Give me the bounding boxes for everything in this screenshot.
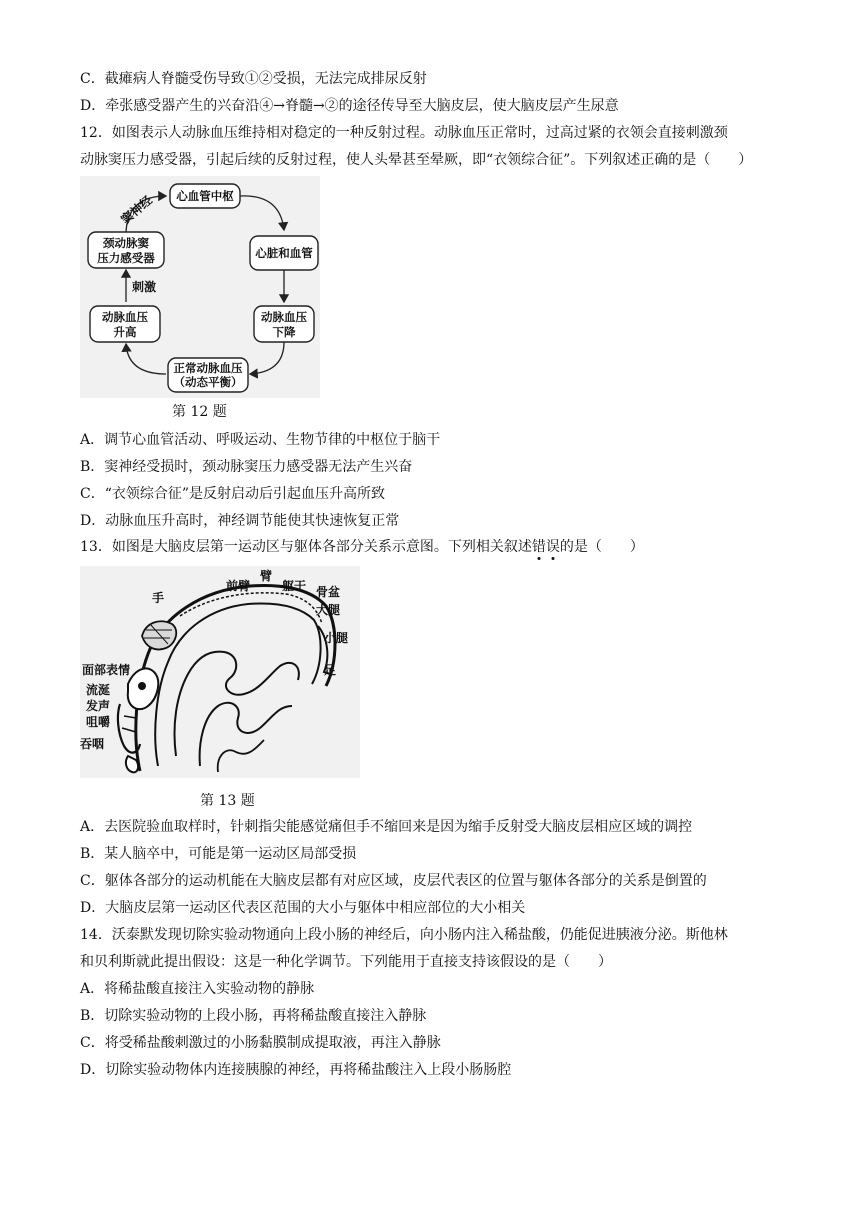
node-cardiovascular-center [170,184,240,208]
label-calf: 小腿 [324,631,349,645]
svg-text:下降: 下降 [272,325,296,339]
q14-stem-line-2: 和贝利斯就此提出假设：这是一种化学调节。下列能用于直接支持该假设的是（ ） [80,954,612,970]
svg-text:升高: 升高 [113,325,137,339]
q12-figure-caption: 第 12 题 [172,404,227,420]
q13-figure-caption: 第 13 题 [200,793,255,809]
q12-reflex-diagram [80,176,320,398]
svg-text:压力感受器: 压力感受器 [97,251,155,265]
svg-text:心脏和血管: 心脏和血管 [255,246,313,260]
q14-stem-line-1: 14．沃泰默发现切除实验动物通向上段小肠的神经后，向小肠内注入稀盐酸，仍能促进胰液分泌。斯他林 [80,927,728,943]
q13-motor-cortex-diagram [80,566,360,778]
label-forearm: 前臂 [226,579,251,593]
q12-option-a: A．调节心血管活动、呼吸运动、生物节律的中枢位于脑干 [80,432,441,448]
label-trunk: 躯干 [282,579,307,593]
q14-option-d: D．切除实验动物体内连接胰腺的神经，再将稀盐酸注入上段小肠肠腔 [80,1062,512,1078]
svg-text:颈动脉窦: 颈动脉窦 [103,236,149,250]
label-vocalization: 发声 [86,699,111,713]
q12-option-b: B．窦神经受损时，颈动脉窦压力感受器无法产生兴奋 [80,459,413,475]
node-carotid-sinus-receptor [88,232,164,268]
node-normal-blood-pressure [168,358,248,392]
q12-option-d: D．动脉血压升高时，神经调节能使其快速恢复正常 [80,513,400,529]
q12-stem-line-2: 动脉窦压力感受器，引起后续的反射过程，使人头晕甚至晕厥，即“衣领综合征”。下列叙述正确的是（ ） [80,152,753,168]
label-hand: 手 [152,591,165,605]
label-foot: 足 [324,663,337,677]
label-swallowing: 吞咽 [80,737,105,751]
svg-text:动脉血压: 动脉血压 [102,310,148,324]
q13-option-d: D．大脑皮层第一运动区代表区范围的大小与躯体中相应部位的大小相关 [80,900,526,916]
q11-option-c: C．截瘫病人脊髓受伤导致①②受损，无法完成排尿反射 [80,71,427,87]
node-blood-pressure-drop [254,306,314,342]
label-sinus-nerve: 窦神经 [118,192,155,227]
label-drooling: 流涎 [86,683,111,697]
q11-option-d: D．牵张感受器产生的兴奋沿④→脊髓→②的途径传导至大脑皮层，使大脑皮层产生尿意 [80,98,619,114]
q13-emphasis-char-1: 错 [532,539,546,555]
svg-text:动脉血压: 动脉血压 [261,310,307,324]
q13-option-b: B．某人脑卒中，可能是第一运动区局部受损 [80,846,357,862]
q14-option-b: B．切除实验动物的上段小肠，再将稀盐酸直接注入静脉 [80,1008,427,1024]
label-chewing: 咀嚼 [86,715,111,729]
q13-stem-after: 的是（ ） [559,539,644,555]
q12-stem-line-1: 12．如图表示人动脉血压维持相对稳定的一种反射过程。动脉血压正常时，过高过紧的衣领会直接刺激颈 [80,125,728,141]
label-arm: 臂 [260,569,273,583]
label-facial-expression: 面部表情 [82,663,131,677]
svg-text:（动态平衡）: （动态平衡） [173,375,243,389]
q13-emphasis-char-2: 误 [546,539,560,555]
q14-option-c: C．将受稀盐酸刺激过的小肠黏膜制成提取液，再注入静脉 [80,1035,441,1051]
node-blood-pressure-rise [90,306,160,342]
q13-stem-before: 13．如图是大脑皮层第一运动区与躯体各部分关系示意图。下列相关叙述 [80,539,532,555]
q12-option-c: C．“衣领综合征”是反射启动后引起血压升高所致 [80,486,386,502]
q13-option-c: C．躯体各部分的运动机能在大脑皮层都有对应区域，皮层代表区的位置与躯体各部分的关系是倒置的 [80,873,707,889]
label-pelvis: 骨盆 [316,585,341,599]
node-heart-and-vessels [250,236,318,270]
svg-text:心血管中枢: 心血管中枢 [176,189,234,203]
label-thigh: 大腿 [316,603,341,617]
q14-option-a: A．将稀盐酸直接注入实验动物的静脉 [80,981,315,997]
q13-stem [80,538,644,556]
label-stimulus: 刺激 [132,280,157,294]
svg-text:正常动脉血压: 正常动脉血压 [173,361,243,375]
q13-option-a: A．去医院验血取样时，针刺指尖能感觉痛但手不缩回来是因为缩手反射受大脑皮层相应区域的调控 [80,819,693,835]
